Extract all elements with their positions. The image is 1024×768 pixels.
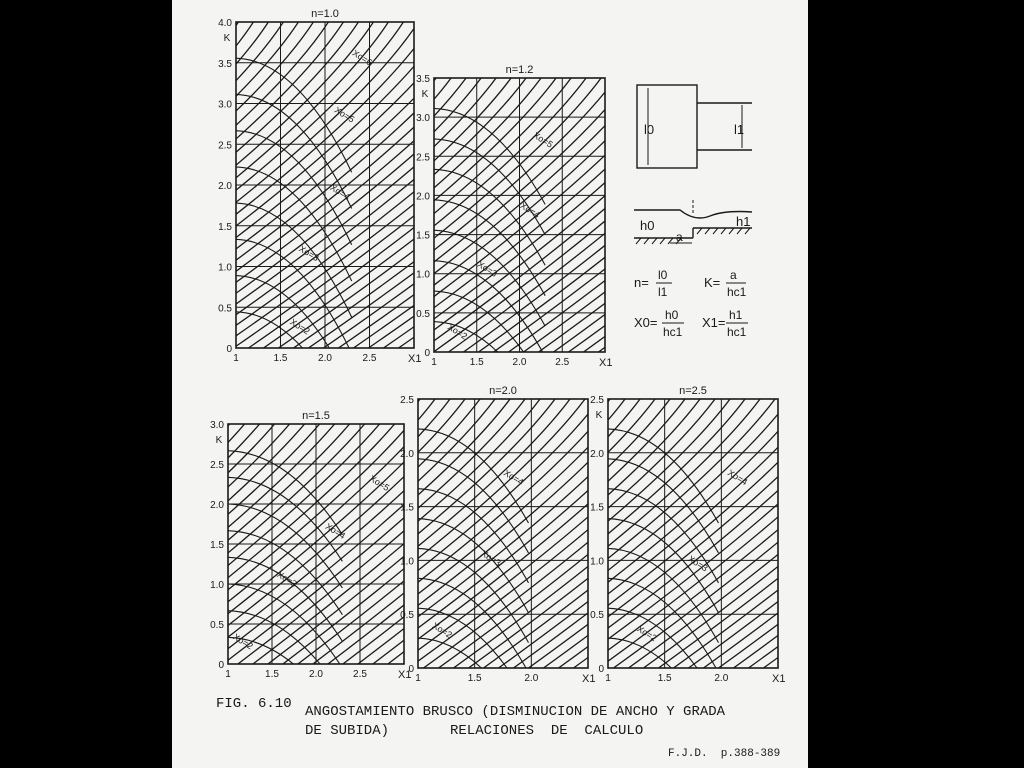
x-tick-label: 1.5: [265, 669, 279, 680]
curve-line: [480, 18, 871, 354]
formula-n: [634, 268, 672, 299]
plan-label-l1: l1: [734, 122, 745, 137]
curve-label: Xo=3: [475, 259, 500, 279]
formula-n-num: l0: [658, 268, 668, 282]
curve-line: [608, 429, 719, 523]
y-tick-label: 0.5: [218, 303, 232, 315]
curve-family: [275, 395, 1024, 732]
formula-n-den: l1: [658, 285, 668, 299]
x-tick-label: 1.5: [273, 353, 288, 364]
curve-line: [205, 395, 528, 674]
curve-line: [755, 395, 1024, 674]
x-tick-label: 1: [415, 673, 421, 684]
y-tick-label: 2.0: [218, 181, 232, 192]
y-tick-label: 2.5: [416, 152, 430, 164]
curve-label: Xo=4: [725, 467, 750, 488]
curve-line: [145, 395, 468, 674]
chart-title: n=1.0: [311, 8, 339, 20]
curve-line: [100, 395, 423, 674]
y-axis-label: K: [223, 33, 231, 44]
chart-n15: [0, 410, 743, 721]
x-axis-label: X1: [408, 353, 422, 365]
curve-line: [608, 608, 719, 702]
chart-n25: [275, 385, 1024, 732]
y-tick-label: 0: [408, 664, 414, 675]
y-tick-label: 1.0: [218, 262, 232, 274]
formula-x0-num: h0: [665, 308, 679, 322]
curve-line: [815, 395, 1024, 674]
y-tick-label: 1.0: [400, 556, 414, 568]
curve-line: [236, 276, 352, 390]
y-tick-label: 1.5: [218, 221, 232, 233]
formula-n-lhs: n=: [634, 275, 649, 290]
formula-x0: [634, 308, 684, 339]
y-tick-label: 0: [598, 664, 604, 675]
y-tick-label: 3.0: [416, 113, 430, 125]
x-tick-label: 1: [233, 353, 239, 364]
caption-fig-number: FIG. 6.10: [216, 696, 292, 712]
curve-line: [435, 18, 826, 354]
curve-line: [800, 395, 1024, 674]
curve-line: [640, 395, 963, 674]
curve-label: Xo=5: [367, 473, 392, 493]
y-tick-label: 3.5: [416, 74, 430, 85]
y-tick-label: 0: [424, 348, 430, 359]
y-tick-label: 4.0: [218, 18, 232, 29]
formula-k-num: a: [730, 268, 737, 282]
curve-line: [410, 395, 733, 674]
formula-x1: [702, 308, 748, 339]
curve-line: [440, 395, 763, 674]
curve-line: [425, 395, 748, 674]
formula-k-den: hc1: [727, 285, 747, 299]
formula-x1-den: hc1: [727, 325, 747, 339]
curve-line: [115, 395, 438, 674]
x-tick-label: 1: [605, 673, 611, 684]
y-tick-label: 0.5: [400, 610, 414, 622]
y-tick-label: 0.5: [210, 620, 224, 631]
y-tick-label: 0: [218, 660, 224, 671]
formula-x1-lhs: X1=: [702, 315, 726, 330]
formula-x0-den: hc1: [663, 325, 683, 339]
curve-line: [0, 18, 286, 354]
caption-line-1: ANGOSTAMIENTO BRUSCO (DISMINUCION DE ANCHO Y GRADA: [305, 704, 726, 720]
y-tick-label: 0: [226, 344, 232, 355]
curve-line: [770, 395, 1024, 674]
curve-label: Xo=5: [332, 104, 357, 125]
caption-line-2b: RELACIONES DE CALCULO: [450, 723, 644, 739]
plan-label-l0: l0: [644, 122, 655, 137]
curve-line: [0, 18, 376, 354]
y-tick-label: 1.0: [416, 269, 430, 281]
curve-label: Xo=4: [323, 521, 348, 541]
formula-x1-num: h1: [729, 308, 743, 322]
y-tick-label: 0.5: [416, 308, 430, 320]
curve-line: [725, 395, 1024, 674]
x-tick-label: 2.0: [318, 353, 332, 364]
curve-line: [236, 239, 352, 353]
x-axis-label: X1: [398, 669, 412, 681]
y-tick-label: 1.5: [210, 540, 224, 551]
y-tick-label: 1.5: [400, 502, 414, 514]
curve-line: [0, 420, 218, 670]
curve-label: Xo=4: [501, 467, 526, 488]
x-tick-label: 2.5: [362, 353, 377, 364]
chart-frame: [608, 399, 778, 668]
curve-label: Xo=5: [531, 129, 555, 150]
y-tick-label: 2.0: [400, 448, 414, 460]
curve-line: [434, 322, 545, 418]
chart-title: n=2.0: [489, 385, 517, 397]
curve-line: [0, 18, 241, 354]
x-tick-label: 1.5: [467, 673, 482, 684]
y-tick-label: 3.0: [218, 99, 232, 111]
curve-line: [228, 451, 342, 535]
y-tick-label: 1.5: [416, 230, 430, 242]
curve-label: Xo=3: [275, 569, 299, 589]
profile-label-h1: h1: [736, 214, 751, 229]
y-tick-label: 0.5: [590, 610, 604, 622]
curve-line: [0, 420, 233, 670]
curve-line: [785, 395, 1024, 674]
curve-line: [235, 395, 558, 674]
chart-title: n=1.2: [505, 64, 534, 76]
curve-line: [0, 18, 316, 354]
x-tick-label: 2.0: [524, 673, 539, 684]
curve-line: [220, 395, 543, 674]
curve-line: [635, 74, 964, 358]
x-tick-label: 2.0: [714, 673, 729, 684]
chart-title: n=1.5: [302, 410, 330, 422]
x-tick-label: 2.0: [512, 357, 527, 368]
formula-x0-lhs: X0=: [634, 315, 658, 330]
y-tick-label: 2.5: [590, 395, 604, 406]
x-axis-label: X1: [582, 673, 596, 685]
curve-line: [740, 395, 1024, 674]
curve-label: Xo=4: [518, 200, 542, 221]
curve-line: [420, 18, 811, 354]
y-tick-label: 1.5: [590, 502, 604, 514]
curve-line: [160, 395, 483, 674]
curve-line: [236, 58, 352, 172]
y-axis-label: K: [421, 89, 429, 100]
profile-label-a: a: [676, 230, 683, 244]
x-axis-label: X1: [772, 673, 786, 685]
curve-label: Xo=3: [297, 243, 321, 264]
caption-line-2a: DE SUBIDA): [305, 723, 390, 739]
curve-line: [625, 395, 948, 674]
y-axis-label: K: [595, 410, 603, 421]
y-tick-label: 3.5: [218, 58, 232, 70]
y-tick-label: 2.5: [210, 460, 224, 471]
chart-n12: [95, 64, 994, 417]
x-tick-label: 1.5: [469, 357, 484, 368]
y-tick-label: 2.5: [218, 140, 232, 152]
curve-label: Xo=3: [479, 548, 503, 568]
y-tick-label: 2.0: [590, 448, 604, 460]
x-tick-label: 2.5: [353, 669, 367, 680]
curve-family: [0, 420, 743, 721]
y-tick-label: 1.0: [210, 580, 224, 591]
curve-line: [15, 18, 406, 354]
x-tick-label: 1: [431, 357, 437, 368]
curve-label: Xo=6: [350, 47, 374, 68]
curve-label: Xo=2: [430, 620, 454, 641]
caption-source: F.J.D. p.388-389: [668, 748, 781, 760]
curve-line: [530, 74, 859, 358]
curve-label: Xo=2: [231, 631, 255, 652]
y-tick-label: 2.0: [416, 191, 430, 203]
y-axis-label: K: [215, 435, 223, 446]
curve-line: [0, 18, 226, 354]
curve-label: Xo=2: [445, 321, 470, 342]
curve-label: Xo=2: [288, 316, 312, 337]
formula-k: [704, 268, 747, 299]
x-tick-label: 2.5: [555, 357, 570, 368]
x-tick-label: 1.5: [657, 673, 672, 684]
y-tick-label: 2.5: [400, 395, 414, 406]
curve-line: [830, 395, 1024, 674]
x-axis-label: X1: [599, 357, 613, 369]
y-tick-label: 3.0: [210, 420, 224, 431]
formula-k-lhs: K=: [704, 275, 721, 290]
curve-line: [515, 74, 844, 358]
profile-label-h0: h0: [640, 218, 655, 233]
curve-family: [95, 74, 994, 417]
curve-line: [608, 459, 719, 553]
chart-title: n=2.5: [679, 385, 707, 397]
x-tick-label: 1: [225, 669, 231, 680]
curve-line: [650, 74, 979, 358]
curve-label: Xo=4: [328, 182, 352, 203]
curve-label: Xo=3: [686, 553, 710, 574]
curve-label: Xo=2: [635, 623, 659, 644]
y-tick-label: 2.0: [210, 500, 224, 511]
curve-line: [236, 312, 352, 426]
x-tick-label: 2.0: [309, 669, 323, 680]
y-tick-label: 1.0: [590, 556, 604, 568]
